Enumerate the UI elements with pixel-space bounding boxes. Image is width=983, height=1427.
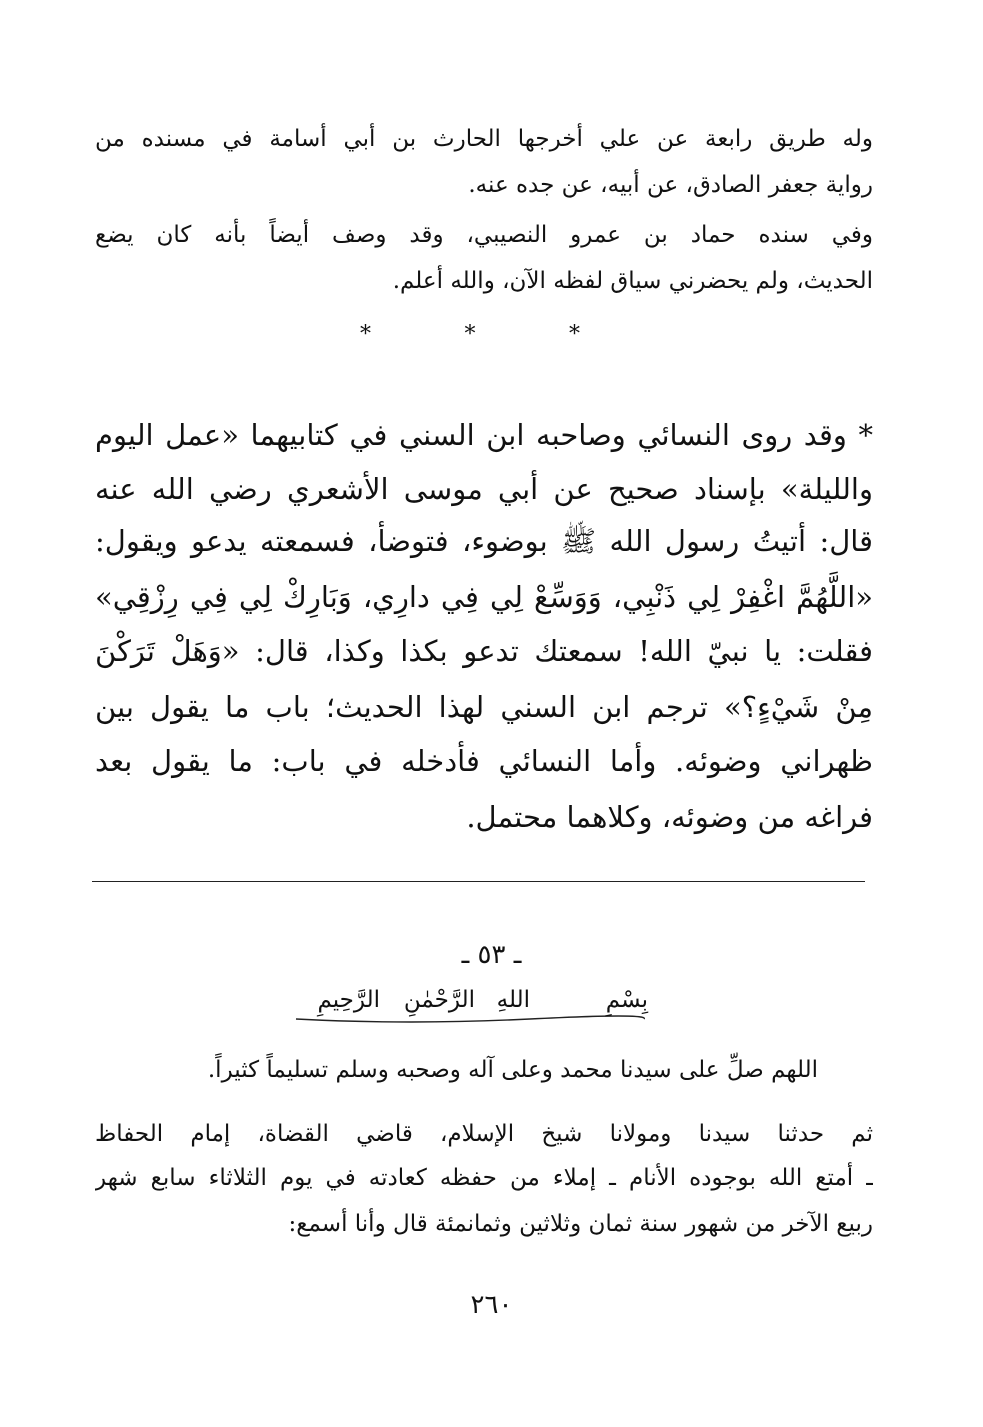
- text-line: ـ أمتع الله بوجوده الأنام ـ إملاء من حفظه كعادته في يوم الثلاثاء سابع شهر: [95, 1165, 873, 1191]
- basmala-word: اللهِ: [496, 987, 530, 1013]
- majlis-number: ـ ٥٣ ـ: [461, 940, 522, 970]
- text-line: «اللَّهُمَّ اغْفِرْ لِي ذَنْبِي، وَوَسِّعْ لِي فِي دارِي، وَبَارِكْ لِي فِي رِزْقِي»: [95, 580, 873, 614]
- text-line: رواية جعفر الصادق، عن أبيه، عن جده عنه.: [468, 172, 873, 198]
- basmala-word: بِسْمِ: [605, 987, 648, 1013]
- section-divider: [92, 881, 865, 882]
- text-line: فقلت: يا نبيّ الله! سمعتك تدعو بكذا وكذا، قال: «وَهَلْ تَرَكْنَ: [95, 634, 873, 668]
- text-line: ربيع الآخر من شهور سنة ثمان وثلاثين وثمانمئة قال وأنا أسمع:: [288, 1211, 873, 1237]
- text-line: قال: أتيتُ رسول الله ﷺ بوضوء، فتوضأ، فسمعته يدعو ويقول:: [95, 524, 873, 558]
- text-line: مِنْ شَيْءٍ؟» ترجم ابن السني لهذا الحديث؛ باب ما يقول بين: [95, 690, 873, 724]
- text-line: وله طريق رابعة عن علي أخرجها الحارث بن أبي أسامة في مسنده من: [95, 126, 873, 152]
- text-line: فراغه من وضوئه، وكلاهما محتمل.: [466, 800, 873, 834]
- star-glyph: *: [464, 322, 476, 347]
- page-number: ٢٦٠: [470, 1290, 513, 1320]
- star-separator: [360, 322, 580, 347]
- text-line: * وقد روى النسائي وصاحبه ابن السني في كتابيهما «عمل اليوم: [95, 418, 873, 452]
- salutation-line: اللهم صلِّ على سيدنا محمد وعلى آله وصحبه وسلم تسليماً كثيراً.: [207, 1057, 818, 1083]
- basmala-calligraphy: [290, 985, 650, 1029]
- text-line: ثم حدثنا سيدنا ومولانا شيخ الإسلام، قاضي القضاة، إمام الحفاظ: [95, 1121, 873, 1147]
- basmala-word: الرَّحْمٰنِ: [403, 987, 475, 1013]
- basmala-word: الرَّحِيمِ: [317, 987, 380, 1013]
- text-line: الحديث، ولم يحضرني سياق لفظه الآن، والله أعلم.: [392, 268, 873, 294]
- star-glyph: *: [360, 322, 371, 347]
- text-line: ظهراني وضوئه. وأما النسائي فأدخله في باب: ما يقول بعد: [95, 744, 873, 778]
- star-glyph: *: [569, 322, 580, 347]
- text-line: والليلة» بإسناد صحيح عن أبي موسى الأشعري رضي الله عنه: [95, 472, 873, 506]
- text-line: وفي سنده حماد بن عمرو النصيبي، وقد وصف أيضاً بأنه كان يضع: [95, 222, 873, 248]
